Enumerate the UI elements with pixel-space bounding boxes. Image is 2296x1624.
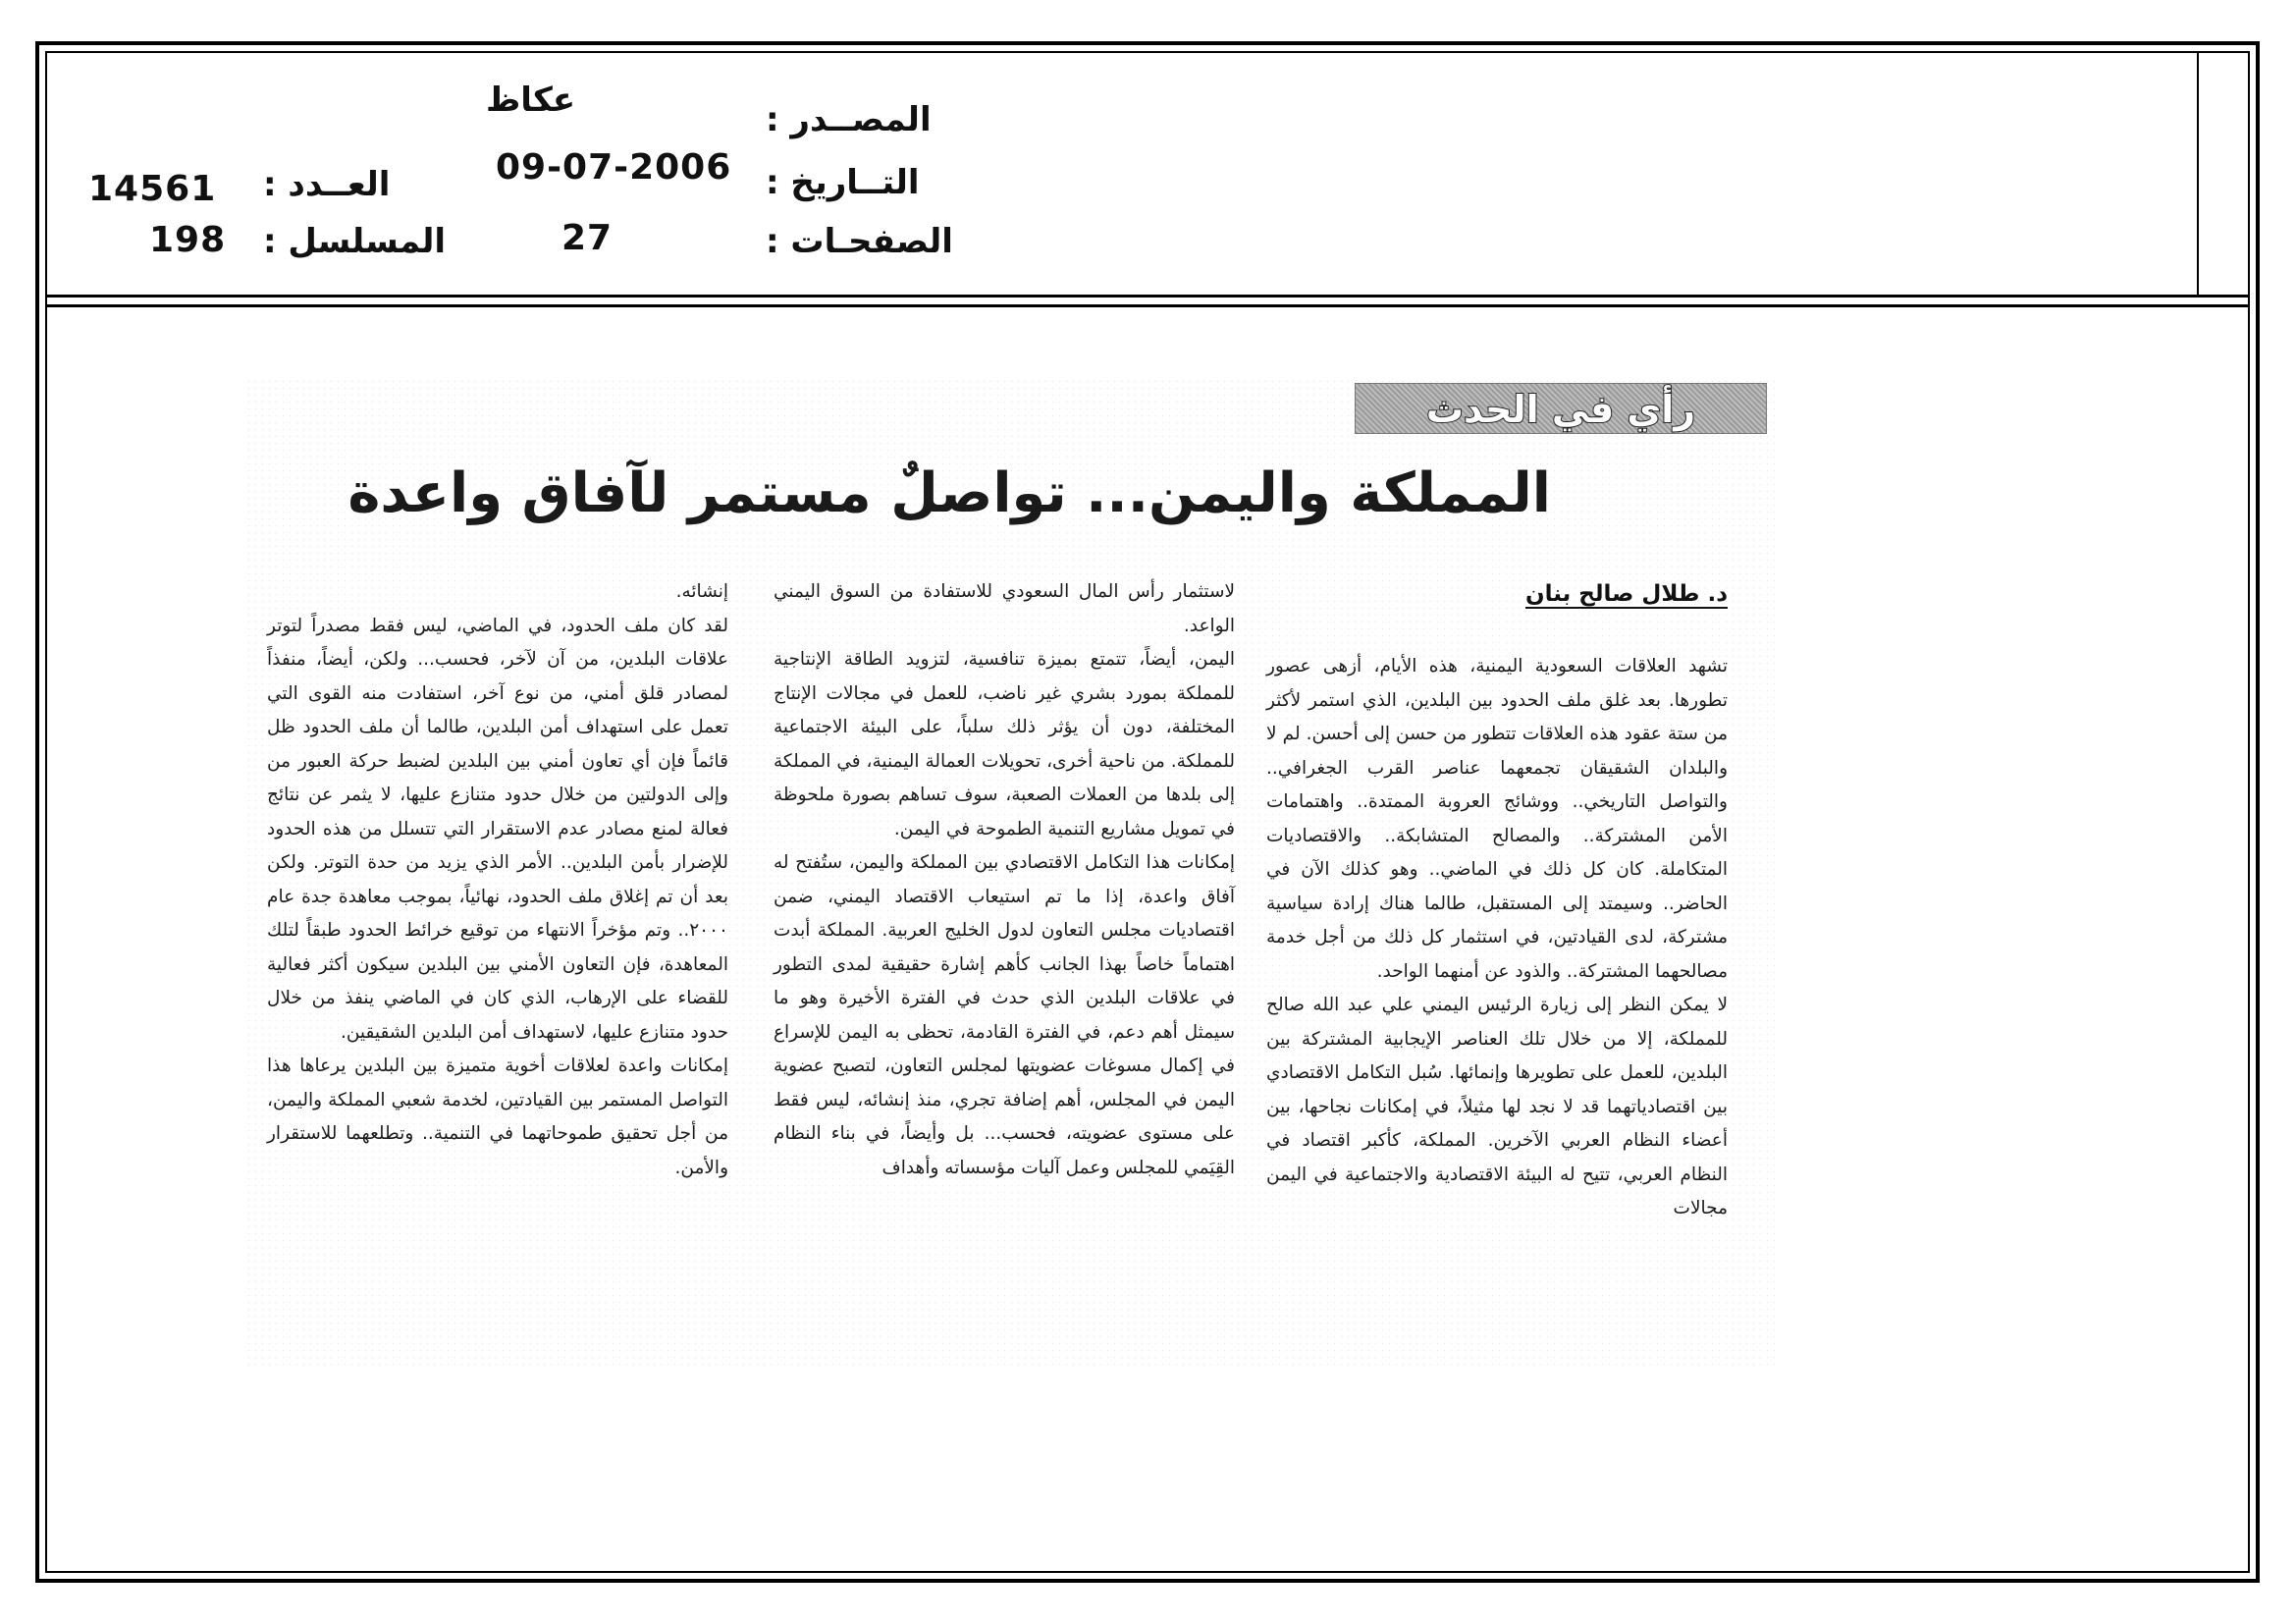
header-side-rule (2197, 51, 2199, 297)
article-column-3 (267, 575, 728, 1357)
article-headline: المملكة واليمن... تواصلٌ مستمر لآفاق واعدة (347, 461, 1551, 525)
header-separator (45, 295, 2250, 298)
source-label: المصــدر : (766, 100, 932, 139)
date-value: 09-07-2006 (496, 147, 732, 188)
paragraph: إنشائه. (675, 581, 728, 602)
section-tag (1355, 383, 1767, 434)
article-column-2 (774, 575, 1235, 1357)
article-column-1 (1266, 650, 1728, 1357)
issue-value: 14561 (88, 169, 217, 209)
paragraph: لا يمكن النظر إلى زيارة الرئيس اليمني علي عبد الله صالح للمملكة، إلا من خلال تلك العناصر الإيجابية المشتركة بين البلدين، للعمل على تطويرها وإنمائها. سُبل التكامل الاقتصادي بين اقتصادياتهما قد لا نجد لها مثيلاً، في إمكانات نجاحها، بين أعضاء النظام العربي الآخرين. المملكة، كأكبر اقتصاد في النظام العربي، تتيح له البيئة الاقتصادية والاجتماعية في اليمن مجالات (1266, 995, 1728, 1218)
paragraph: إمكانات واعدة لعلاقات أخوية متميزة بين البلدين يرعاها هذا التواصل المستمر بين القيادتين، لخدمة شعبي المملكة واليمن، من أجل تحقيق طموحاتهما في التنمية.. وتطلعهما للاستقرار والأمن. (267, 1056, 728, 1178)
header-separator-lower (45, 304, 2250, 307)
source-value: عكاظ (486, 81, 576, 120)
paragraph: اليمن، أيضاً، تتمتع بميزة تنافسية، لتزويد الطاقة الإنتاجية للمملكة بمورد بشري غير ناضب، للعمل في مجالات الإنتاج المختلفة، دون أن يؤثر ذلك سلباً، على البيئة الاجتماعية للمملكة. من ناحية أخرى، تحويلات العمالة اليمنية، في المملكة إلى بلدها من العملات الصعبة، سوف تساهم بصورة ملحوظة في تمويل مشاريع التنمية الطموحة في اليمن. (774, 649, 1235, 839)
serial-label: المسلسل : (263, 222, 447, 261)
pages-label: الصفحـات : (766, 222, 953, 261)
paragraph: لاستثمار رأس المال السعودي للاستفادة من السوق اليمني الواعد. (774, 581, 1235, 636)
issue-label: العــدد : (263, 165, 391, 204)
paragraph: لقد كان ملف الحدود، في الماضي، ليس فقط مصدراً لتوتر علاقات البلدين، من آن لآخر، فحسب... ولكن، أيضاً، منفذاً لمصادر قلق أمني، من نوع آخر، استفادت منه القوى التي تعمل على استهداف أمن البلدين، طالما أن ملف الحدود ظل قائماً فإن أي تعاون أمني بين البلدين لضبط حركة العبور من وإلى الدولتين من خلال حدود متنازع عليها، لا يثمر عن نتائج فعالة لمنع مصادر عدم الاستقرار التي تتسلل من هذه الحدود للإضرار بأمن البلدين.. الأمر الذي يزيد من حدة التوتر. ولكن بعد أن تم إغلاق ملف الحدود، نهائياً، بموجب معاهدة جدة عام ٢٠٠٠.. وتم مؤخراً الانتهاء من توقيع خرائط الحدود طبقاً لتلك المعاهدة، فإن التعاون الأمني بين البلدين سيكون أكثر فعالية للقضاء على الإرهاب، الذي كان في الماضي ينفذ من خلال حدود متنازع عليها، لاستهداف أمن البلدين الشقيقين. (267, 615, 728, 1043)
section-tag-label: رأي في الحدث (1425, 388, 1696, 431)
paragraph: تشهد العلاقات السعودية اليمنية، هذه الأيام، أزهى عصور تطورها. بعد غلق ملف الحدود بين البلدين، الذي استمر لأكثر من ستة عقود هذه العلاقات تتطور من حسن إلى أحسن. لم لا والبلدان الشقيقان تجمعهما عناصر القرب الجغرافي.. والتواصل التاريخي.. ووشائج العروبة الممتدة.. واهتمامات الأمن المشتركة.. والمصالح المتشابكة.. والاقتصاديات المتكاملة. كان كل ذلك في الماضي.. وهو كذلك الآن في الحاضر.. وسيمتد إلى المستقبل، طالما هناك إرادة سياسية مشتركة، لدى القيادتين، في استثمار كل ذلك من أجل خدمة مصالحهما المشتركة.. والذود عن أمنهما الواحد. (1266, 656, 1728, 982)
pages-value: 27 (561, 218, 614, 258)
article-author: د. طلال صالح بنان (1524, 581, 1728, 607)
date-label: التــاريخ : (766, 163, 920, 202)
serial-value: 198 (149, 220, 227, 260)
paragraph: إمكانات هذا التكامل الاقتصادي بين المملكة واليمن، ستُفتح له آفاق واعدة، إذا ما تم استيعاب الاقتصاد اليمني، ضمن اقتصاديات مجلس التعاون لدول الخليج العربية. المملكة أبدت اهتماماً خاصاً بهذا الجانب كأهم إشارة حقيقية لمدى التطور في علاقات البلدين الذي حدث في الفترة الأخيرة وهو ما سيمثل أهم دعم، في الفترة القادمة، تحظى به اليمن للإسراع في إكمال مسوغات عضويتها لمجلس التعاون، لتصبح عضوية اليمن في المجلس، أهم إضافة تجري، منذ إنشائه، ليس فقط على مستوى عضويته، فحسب... بل وأيضاً، في بناء النظام القِيَمي للمجلس وعمل آليات مؤسساته وأهداف (774, 852, 1235, 1178)
